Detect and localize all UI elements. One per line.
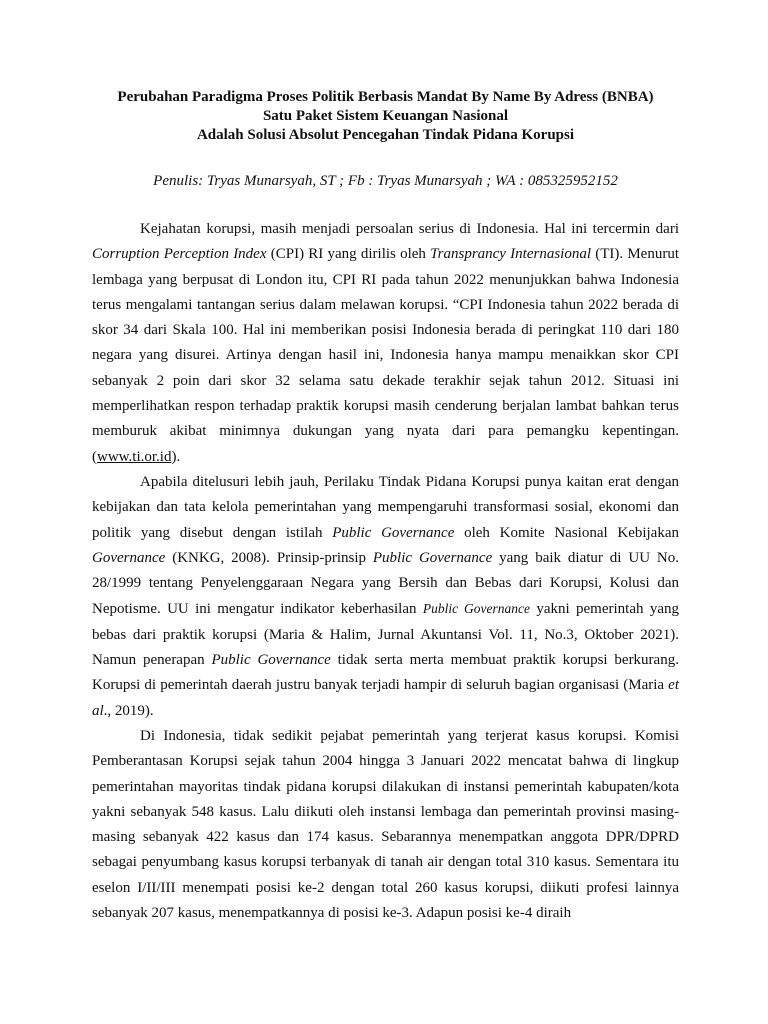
ti-term: Transprancy Internasional bbox=[430, 246, 592, 263]
title-line-2: Satu Paket Sistem Keuangan Nasional bbox=[262, 108, 509, 124]
public-governance-term-2: Public Governance bbox=[372, 549, 493, 566]
paragraph-1 bbox=[92, 217, 679, 470]
p2-text-4: yang baik diatur di UU No. 28/1999 tentang Penyelenggaraan Negara yang Bersih dan Bebas dari Korupsi, Kolusi dan Nepotisme. UU ini mengatur indikator keberhasilan bbox=[92, 549, 679, 618]
body-text bbox=[92, 217, 679, 926]
cpi-term: Corruption Perception Index bbox=[92, 246, 267, 263]
document-title bbox=[92, 88, 679, 145]
p1-text-2: (CPI) RI yang dirilis oleh bbox=[266, 246, 431, 263]
author-line: Penulis: Tryas Munarsyah, ST ; Fb : Tryas Munarsyah ; WA : 085325952152 bbox=[153, 173, 618, 189]
p2-text-6: tidak serta merta membuat praktik korupsi berkurang. Korupsi di pemerintah daerah justru banyak terjadi hampir di seluruh bagian organisasi (Maria bbox=[92, 652, 679, 694]
public-governance-term-3: Public Governance bbox=[422, 601, 531, 617]
p1-text-3: (TI). Menurut lembaga yang berpusat di London itu, CPI RI pada tahun 2022 menunjukkan bahwa Indonesia terus mengalami tantangan serius dalam melawan korupsi. “CPI Indonesia tahun 2022 berada di skor 34 dari Skala 100. Hal ini memberikan posisi Indonesia berada di peringkat 110 dari 180 negara yang disurei. Artinya dengan hasil ini, Indonesia hanya mampu menaikkan skor CPI sebanyak 2 poin dari skor 32 selama satu dekade terakhir sejak tahun 2012. Situasi ini memperlihatkan respon terhadap praktik korupsi masih cenderung berjalan lambat bahkan terus memburuk akibat minimnya dukungan yang nyata dari para pemangku kepentingan. ( bbox=[92, 246, 679, 465]
paragraph-2 bbox=[92, 470, 679, 724]
p2-text-7: ., 2019). bbox=[103, 702, 154, 719]
p2-text-1: Apabila ditelusuri lebih jauh, Perilaku Tindak Pidana Korupsi punya kaitan erat dengan kebijakan dan tata kelola pemerintahan yang mempengaruhi transformasi sosial, ekonomi dan politik yang disebut dengan istilah bbox=[92, 473, 679, 541]
p1-text-4: ). bbox=[171, 448, 181, 465]
et-al-term: et al bbox=[92, 677, 679, 719]
public-governance-term-1: Public Governance bbox=[332, 524, 455, 541]
ti-link[interactable]: www.ti.or.id bbox=[97, 448, 172, 465]
title-line-1: Perubahan Paradigma Proses Politik Berbasis Mandat By Name By Adress (BNBA) bbox=[117, 89, 654, 105]
governance-term: Governance bbox=[92, 549, 166, 566]
p2-text-3: (KNKG, 2008). Prinsip-prinsip bbox=[165, 549, 373, 566]
public-governance-term-4: Public Governance bbox=[211, 652, 331, 669]
paragraph-3: Di Indonesia, tidak sedikit pejabat pemerintah yang terjerat kasus korupsi. Komisi Pemberantasan Korupsi sejak tahun 2004 hingga 3 Januari 2022 mencatat bahwa di lingkup pemerintahan mayoritas tindak pidana korupsi dilakukan di instansi pemerintah kabupaten/kota yakni sebanyak 548 kasus. Lalu diikuti oleh instansi lembaga dan pemerintah provinsi masing-masing sebanyak 422 kasus dan 174 kasus. Sebarannya menempatkan anggota DPR/DPRD sebagai penyumbang kasus korupsi terbanyak di tanah air dengan total 310 kasus. Sementara itu eselon I/II/III menempati posisi ke-2 dengan total 260 kasus korupsi, diikuti profesi lainnya sebanyak 207 kasus, menempatkannya di posisi ke-3. Adapun posisi ke-4 diraih bbox=[92, 727, 679, 922]
p2-text-5: yakni pemerintah yang bebas dari praktik korupsi (Maria & Halim, Jurnal Akuntansi Vol. 11, No.3, Oktober 2021). Namun penerapan bbox=[92, 601, 679, 669]
p2-text-2: oleh Komite Nasional Kebijakan bbox=[454, 524, 679, 541]
p1-text-1: Kejahatan korupsi, masih menjadi persoalan serius di Indonesia. Hal ini tercermin dari bbox=[140, 221, 679, 237]
title-line-3: Adalah Solusi Absolut Pencegahan Tindak Pidana Korupsi bbox=[196, 127, 575, 143]
